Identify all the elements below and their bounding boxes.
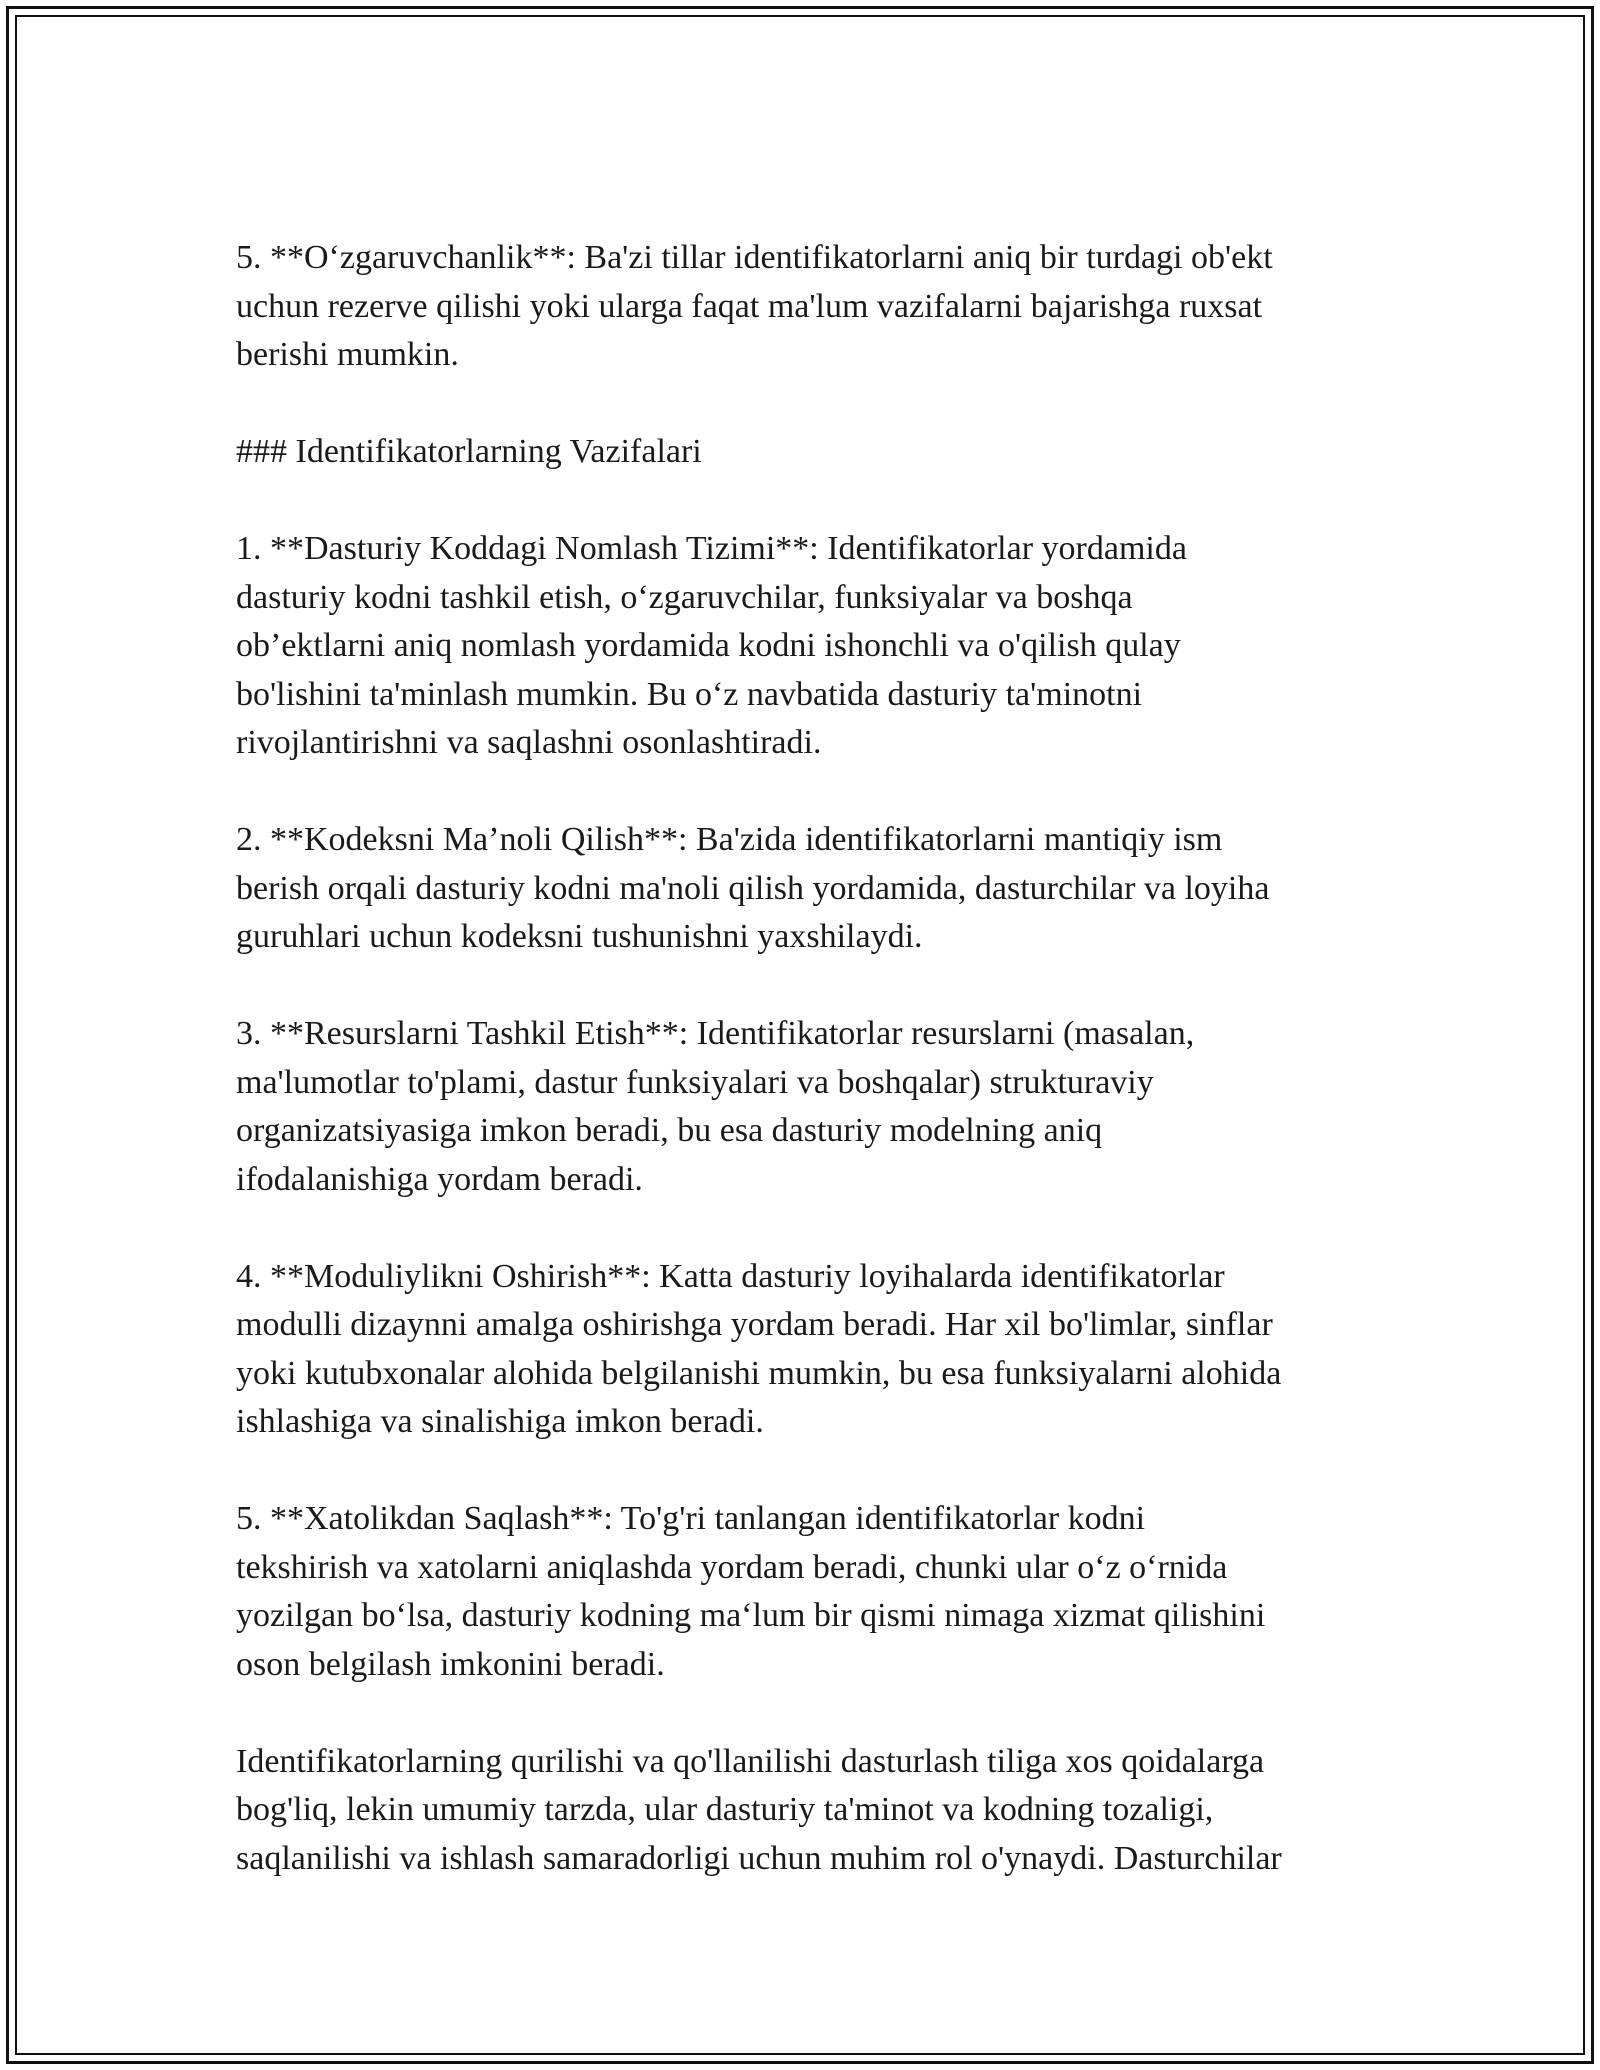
paragraph-resurslar	[236, 1010, 1386, 1204]
text-line: yozilgan boʻlsa, dasturiy kodning maʻlum bir qismi nimaga xizmat qilishini	[236, 1597, 1266, 1634]
section-heading	[236, 428, 1386, 477]
paragraph-nomlash-tizimi	[236, 525, 1386, 768]
text-line: berishi mumkin.	[236, 336, 459, 373]
heading-text: ### Identifikatorlarning Vazifalari	[236, 433, 702, 470]
text-line: berish orqali dasturiy kodni ma'noli qilish yordamida, dasturchilar va loyiha	[236, 869, 1270, 907]
text-line: Identifikatorlarning qurilishi va qo'llanilishi dasturlash tiliga xos qoidalarga	[236, 1742, 1265, 1780]
text-line: yoki kutubxonalar alohida belgilanishi mumkin, bu esa funksiyalarni alohida	[236, 1354, 1282, 1392]
paragraph-conclusion	[236, 1738, 1386, 1884]
text-line: ishlashiga va sinalishiga imkon beradi.	[236, 1403, 764, 1440]
text-line: rivojlantirishni va saqlashni osonlashtiradi.	[236, 724, 822, 761]
text-line: tekshirish va xatolarni aniqlashda yordam beradi, chunki ular oʻz oʻrnida	[236, 1548, 1228, 1586]
text-line: bo'lishini ta'minlash mumkin. Bu oʻz navbatida dasturiy ta'minotni	[236, 675, 1143, 713]
paragraph-xatolik	[236, 1495, 1386, 1689]
text-line: dasturiy kodni tashkil etish, oʻzgaruvchilar, funksiyalar va boshqa	[236, 578, 1133, 616]
text-line: uchun rezerve qilishi yoki ularga faqat ma'lum vazifalarni bajarishga ruxsat	[236, 287, 1263, 325]
text-line: organizatsiyasiga imkon beradi, bu esa dasturiy modelning aniq	[236, 1112, 1103, 1149]
text-line: ma'lumotlar to'plami, dastur funksiyalari va boshqalar) strukturaviy	[236, 1063, 1154, 1101]
text-line: modulli dizaynni amalga oshirishga yordam beradi. Har xil bo'limlar, sinflar	[236, 1306, 1273, 1343]
text-line: 1. **Dasturiy Koddagi Nomlash Tizimi**: Identifikatorlar yordamida	[236, 530, 1187, 567]
text-line: 5. **Oʻzgaruvchanlik**: Ba'zi tillar identifikatorlarni aniq bir turdagi ob'ekt	[236, 239, 1273, 276]
text-line: ob’ektlarni aniq nomlash yordamida kodni ishonchli va o'qilish qulay	[236, 627, 1181, 664]
text-line: 4. **Moduliylikni Oshirish**: Katta dasturiy loyihalarda identifikatorlar	[236, 1257, 1225, 1295]
text-line: 3. **Resurslarni Tashkil Etish**: Identifikatorlar resurslarni (masalan,	[236, 1015, 1195, 1052]
text-line: bog'liq, lekin umumiy tarzda, ular dasturiy ta'minot va kodning tozaligi,	[236, 1791, 1214, 1828]
text-line: oson belgilash imkonini beradi.	[236, 1645, 665, 1683]
text-line: saqlanilishi va ishlash samaradorligi uchun muhim rol o'ynaydi. Dasturchilar	[236, 1839, 1282, 1877]
paragraph-manoli-qilish	[236, 816, 1386, 962]
text-line: 5. **Xatolikdan Saqlash**: To'g'ri tanlangan identifikatorlar kodni	[236, 1500, 1146, 1537]
text-line: ifodalanishiga yordam beradi.	[236, 1160, 643, 1198]
text-line: 2. **Kodeksni Ma’noli Qilish**: Ba'zida identifikatorlarni mantiqiy ism	[236, 821, 1223, 858]
document-body	[236, 234, 1386, 1932]
paragraph-moduliylik	[236, 1253, 1386, 1447]
text-line: guruhlari uchun kodeksni tushunishni yaxshilaydi.	[236, 918, 923, 955]
paragraph-ozgaruvchanlik	[236, 234, 1386, 380]
